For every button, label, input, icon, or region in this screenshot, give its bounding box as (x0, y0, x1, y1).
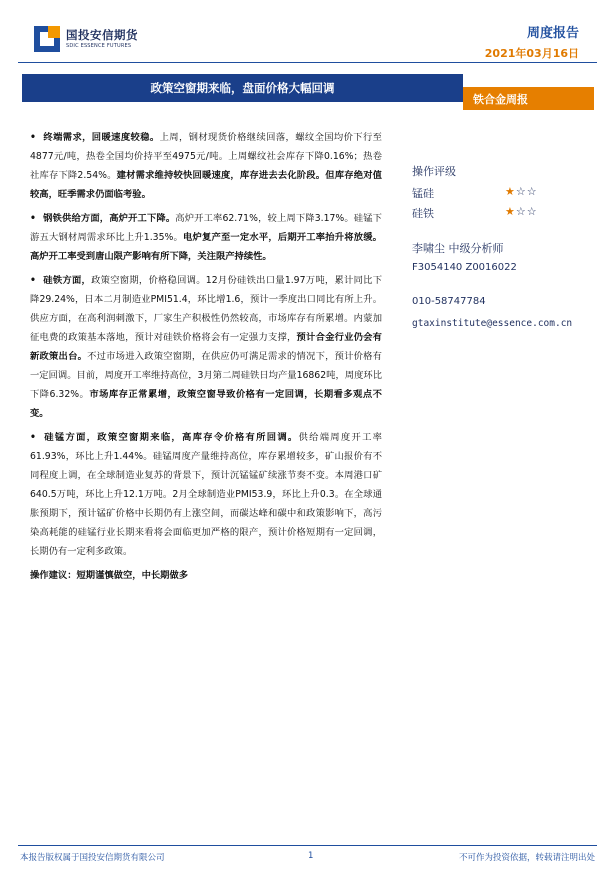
star-empty-icon: ☆ (515, 185, 527, 198)
rating-product-name: 锰硅 (412, 187, 434, 200)
paragraph-body: 高炉开工率62.71%，较上周下降3.17%。硅锰下游五大钢材周需求环比上升1.35%。 (30, 213, 382, 243)
paragraph-body: 政策空窗期，价格稳回调。12月份硅铁出口量1.97万吨，累计同比下降29.24%，日本二月制造业PMI51.4，环比增1.6，预计一季度出口同比有所上升。供应方面，在高利润刺激下，厂家生产积极性仍然较高，市场库存有所累增。内蒙加征电费的政策基本落地，预计对硅铁价格将会有一定强力支撑， (30, 275, 382, 343)
footer-divider (18, 845, 597, 846)
analyst-name: 李啸尘 中级分析师 (412, 242, 504, 255)
paragraph-conclusion: 建材需求维持较快回暖速度，库存进去去化阶段。但库存绝对值较高，旺季需求仍面临考验。 (30, 170, 382, 200)
paragraph-conclusion: 电炉复产至一定水平，后期开工率抬升将放缓。高炉开工率受到唐山限产影响有所下降，关注限产持续性。 (30, 232, 382, 262)
paragraph-lead: 硅锰方面，政策空窗期来临，高库存令价格有所回调。 (43, 432, 299, 443)
star-empty-icon: ☆ (515, 205, 527, 218)
report-type: 周度报告 (526, 26, 579, 41)
star-rating-icon (505, 185, 538, 198)
bullet-icon: • (30, 432, 36, 443)
paragraph-silicomanganese (30, 428, 382, 561)
star-rating-icon (505, 205, 538, 218)
bullet-icon: • (30, 132, 36, 143)
paragraph-lead: 终端需求，回暖速度较稳。 (43, 132, 160, 143)
company-logo (34, 24, 138, 56)
paragraph-demand (30, 128, 382, 204)
paragraph-ferrosilicon (30, 271, 382, 423)
operation-advice: 操作建议：短期谨慎做空，中长期做多 (30, 570, 189, 581)
section-tag (463, 87, 594, 110)
report-date: 2021年03月16日 (484, 47, 579, 60)
report-title: 政策空窗期来临，盘面价格大幅回调 (150, 81, 335, 95)
paragraph-lead: 钢铁供给方面，高炉开工下降。 (43, 213, 176, 224)
paragraph-steel-supply (30, 209, 382, 266)
logo-mark-icon (34, 26, 60, 52)
star-empty-icon: ☆ (526, 205, 538, 218)
paragraph-lead: 硅铁方面， (43, 275, 92, 286)
paragraph-conclusion: 预计合金行业仍会有新政策出台。 (30, 332, 382, 362)
section-tag-label: 铁合金周报 (473, 93, 528, 106)
bullet-icon: • (30, 213, 36, 224)
page-number: 1 (308, 851, 314, 861)
paragraph-body: 供给端周度开工率61.93%，环比上升1.44%。硅锰周度产量维持高位，库存累增较多，矿山报价有不同程度上调，在全球制造业复苏的背景下，预计沉锰锰矿续涨节奏不变。本周港口矿640.5万吨，环比上升12.1万吨。2月全球制造业PMI53.9，环比上升0.3。在全球通胀预期下，预计锰矿价格中长期仍有上涨空间，而碳达峰和碳中和政策影响下，高污染高耗能的硅锰行业长期来看将会面临更加严格的限产，预计价格短期有一定回调，长期仍有一定利多政策。 (30, 432, 382, 557)
rating-row-silicomanganese (412, 185, 582, 203)
rating-product-name: 硅铁 (412, 207, 434, 220)
header-divider (18, 62, 597, 63)
report-body (30, 128, 382, 585)
star-filled-icon: ★ (505, 185, 516, 198)
rating-title: 操作评级 (412, 165, 456, 178)
paragraph-conclusion-2: 市场库存正常累增，政策空窗导致价格有一定回调，长期看多观点不变。 (30, 389, 382, 419)
bullet-icon: • (30, 275, 36, 286)
footer-copyright: 本报告版权属于国投安信期货有限公司 (20, 853, 165, 863)
paragraph-body: 上周，钢材现货价格继续回落，螺纹全国均价下行至4877元/吨，热卷全国均价持平至4975元/吨。上周螺纹社会库存下降0.16%；热卷社库存下降2.54%。 (30, 132, 382, 181)
title-band (22, 74, 463, 102)
paragraph-body-2: 不过市场进入政策空窗期，在供应仍可满足需求的情况下，预计价格有一定回调。目前，周度开工率维持高位，3月第二周硅铁日均产量16862吨，周度环比下降6.32%。 (30, 351, 382, 400)
rating-row-ferrosilicon (412, 205, 582, 223)
logo-chinese-name: 国投安信期货 (66, 28, 138, 42)
analyst-email[interactable]: gtaxinstitute@essence.com.cn (412, 318, 573, 329)
logo-english-name: SDIC ESSENCE FUTURES (66, 43, 132, 49)
analyst-phone: 010-58747784 (412, 296, 486, 307)
star-empty-icon: ☆ (526, 185, 538, 198)
star-filled-icon: ★ (505, 205, 516, 218)
analyst-license-codes: F3054140 Z0016022 (412, 262, 517, 273)
footer-disclaimer: 不可作为投资依据，转载请注明出处 (458, 853, 595, 863)
